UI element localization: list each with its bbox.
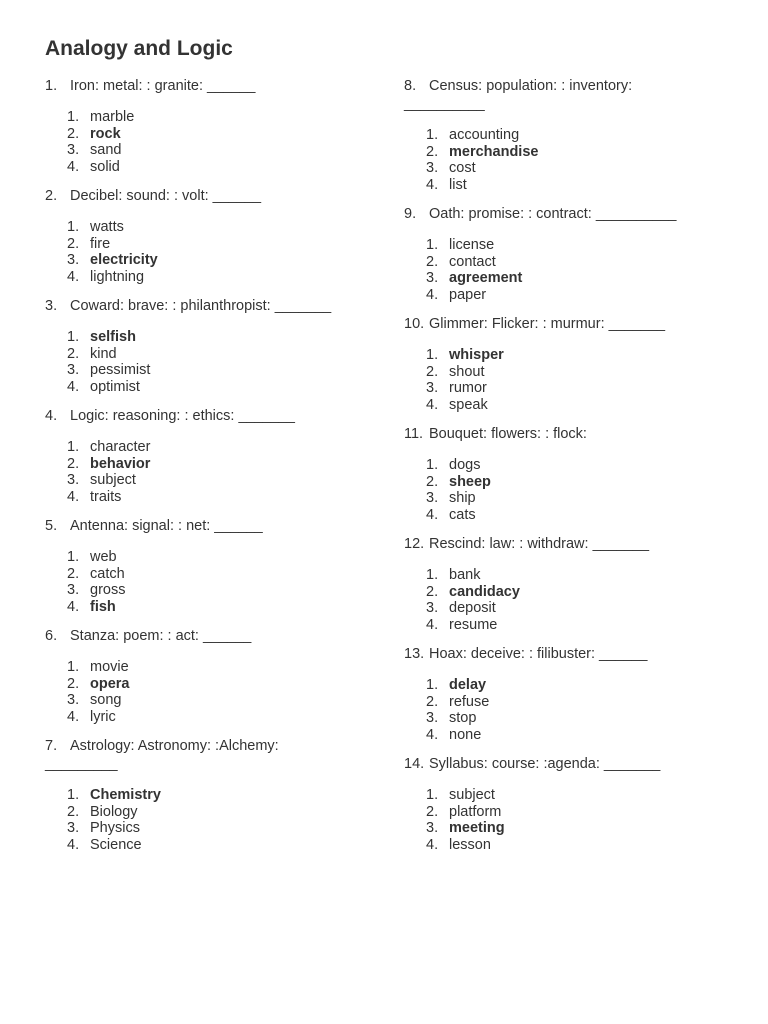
option-number: 4. <box>426 176 439 193</box>
question-text <box>404 425 704 443</box>
option-text: movie <box>90 659 129 675</box>
question-prompt: Astrology: Astronomy: :Alchemy: _________ <box>45 738 279 772</box>
option-text: Biology <box>90 803 138 820</box>
option-number: 1. <box>426 347 439 363</box>
answer-option <box>426 127 704 144</box>
left-column <box>45 77 345 865</box>
option-text: pessimist <box>90 362 151 378</box>
question-prompt: Rescind: law: : withdraw: _______ <box>429 536 650 552</box>
question-prompt: Oath: promise: : contract: __________ <box>429 206 677 222</box>
option-number: 3. <box>67 252 80 268</box>
answer-options <box>404 127 704 193</box>
question-number: 13. <box>404 646 425 662</box>
option-number: 1. <box>426 787 439 803</box>
answer-option <box>67 692 345 709</box>
question-number: 2. <box>45 188 58 204</box>
option-number: 1. <box>426 237 439 253</box>
question-text <box>404 535 704 553</box>
question-6 <box>45 627 345 725</box>
question-text <box>404 315 704 333</box>
option-text: platform <box>449 803 502 820</box>
option-text: refuse <box>449 693 490 710</box>
answer-option <box>426 380 704 397</box>
answer-option <box>67 236 345 253</box>
option-text: character <box>90 439 151 455</box>
question-1 <box>45 77 345 175</box>
question-text <box>404 645 704 663</box>
question-number: 9. <box>404 206 417 222</box>
answer-option <box>67 362 345 379</box>
question-4 <box>45 407 345 505</box>
question-prompt: Coward: brave: : philanthropist: _______ <box>70 298 332 314</box>
answer-options <box>404 347 704 413</box>
answer-option <box>67 219 345 236</box>
question-number: 7. <box>45 738 58 754</box>
option-number: 2. <box>426 143 439 160</box>
option-text: cats <box>449 506 476 523</box>
option-number: 2. <box>426 473 439 490</box>
option-number: 3. <box>426 160 439 176</box>
option-number: 2. <box>67 125 80 142</box>
question-2 <box>45 187 345 285</box>
answer-option <box>67 566 345 583</box>
question-number: 8. <box>404 78 417 94</box>
question-9 <box>404 205 704 303</box>
option-text: behavior <box>90 455 151 472</box>
question-text <box>45 517 345 535</box>
answer-option <box>67 837 345 854</box>
answer-options <box>404 457 704 523</box>
question-number: 11. <box>404 426 424 442</box>
option-text: solid <box>90 158 120 175</box>
question-text <box>404 77 704 113</box>
correct-answer-option <box>426 270 704 287</box>
option-text: kind <box>90 345 117 362</box>
option-text: dogs <box>449 457 481 473</box>
option-number: 4. <box>426 726 439 743</box>
option-number: 1. <box>426 567 439 583</box>
option-number: 3. <box>67 142 80 158</box>
question-number: 5. <box>45 518 58 534</box>
answer-option <box>426 710 704 727</box>
option-text: opera <box>90 675 130 692</box>
question-13 <box>404 645 704 743</box>
option-text: lesson <box>449 836 491 853</box>
option-number: 1. <box>67 219 80 235</box>
option-number: 3. <box>426 820 439 836</box>
option-number: 2. <box>67 345 80 362</box>
question-11 <box>404 425 704 523</box>
option-number: 2. <box>67 565 80 582</box>
correct-answer-option <box>67 329 345 346</box>
option-text: subject <box>90 472 136 488</box>
answer-options <box>45 219 345 285</box>
option-number: 4. <box>67 378 80 395</box>
answer-option <box>426 364 704 381</box>
answer-option <box>67 659 345 676</box>
right-column <box>404 77 704 865</box>
question-12 <box>404 535 704 633</box>
question-prompt: Logic: reasoning: : ethics: _______ <box>70 408 295 424</box>
option-text: Physics <box>90 820 140 836</box>
question-number: 14. <box>404 756 425 772</box>
correct-answer-option <box>67 787 345 804</box>
option-text: resume <box>449 616 498 633</box>
question-10 <box>404 315 704 413</box>
question-5 <box>45 517 345 615</box>
answer-options <box>45 659 345 725</box>
answer-option <box>67 489 345 506</box>
question-number: 1. <box>45 78 58 94</box>
option-text: paper <box>449 286 487 303</box>
option-number: 1. <box>426 677 439 693</box>
answer-option <box>426 237 704 254</box>
answer-option <box>67 379 345 396</box>
option-number: 4. <box>67 708 80 725</box>
answer-options <box>404 567 704 633</box>
option-number: 3. <box>426 270 439 286</box>
option-text: deposit <box>449 600 496 616</box>
option-text: ship <box>449 490 476 506</box>
answer-option <box>67 159 345 176</box>
question-text <box>404 755 704 773</box>
correct-answer-option <box>67 676 345 693</box>
question-prompt: Hoax: deceive: : filibuster: ______ <box>429 646 648 662</box>
answer-option <box>67 346 345 363</box>
answer-options <box>45 329 345 395</box>
question-text <box>404 205 704 223</box>
option-number: 4. <box>426 836 439 853</box>
answer-option <box>426 254 704 271</box>
answer-option <box>67 142 345 159</box>
option-number: 4. <box>67 598 80 615</box>
question-prompt: Census: population: : inventory: __________ <box>404 78 633 112</box>
answer-option <box>426 490 704 507</box>
correct-answer-option <box>426 820 704 837</box>
option-number: 1. <box>67 439 80 455</box>
option-text: cost <box>449 160 476 176</box>
answer-options <box>45 549 345 615</box>
option-number: 3. <box>426 600 439 616</box>
option-number: 4. <box>426 506 439 523</box>
option-number: 3. <box>67 472 80 488</box>
answer-option <box>426 177 704 194</box>
option-number: 3. <box>67 692 80 708</box>
answer-option <box>67 549 345 566</box>
correct-answer-option <box>67 456 345 473</box>
question-prompt: Iron: metal: : granite: ______ <box>70 78 256 94</box>
option-number: 2. <box>426 253 439 270</box>
option-text: lyric <box>90 708 116 725</box>
option-text: traits <box>90 488 122 505</box>
answer-option <box>67 109 345 126</box>
question-number: 4. <box>45 408 58 424</box>
option-number: 1. <box>426 457 439 473</box>
option-number: 4. <box>67 488 80 505</box>
option-text: subject <box>449 787 495 803</box>
option-text: rock <box>90 125 121 142</box>
option-number: 1. <box>67 549 80 565</box>
answer-options <box>404 237 704 303</box>
option-text: candidacy <box>449 583 520 600</box>
option-text: selfish <box>90 329 136 345</box>
option-text: bank <box>449 567 481 583</box>
option-text: fire <box>90 235 111 252</box>
option-text: agreement <box>449 270 523 286</box>
correct-answer-option <box>426 474 704 491</box>
option-text: none <box>449 726 482 743</box>
question-text <box>45 77 345 95</box>
option-text: merchandise <box>449 143 539 160</box>
option-text: delay <box>449 677 487 693</box>
option-text: song <box>90 692 122 708</box>
answer-option <box>67 804 345 821</box>
question-14 <box>404 755 704 853</box>
option-number: 2. <box>426 363 439 380</box>
answer-option <box>426 457 704 474</box>
answer-option <box>67 472 345 489</box>
option-text: shout <box>449 363 485 380</box>
correct-answer-option <box>67 252 345 269</box>
answer-option <box>67 820 345 837</box>
answer-option <box>426 837 704 854</box>
correct-answer-option <box>67 599 345 616</box>
question-text <box>45 737 345 773</box>
question-text <box>45 187 345 205</box>
option-number: 4. <box>67 158 80 175</box>
question-prompt: Syllabus: course: :agenda: _______ <box>429 756 661 772</box>
option-text: whisper <box>449 347 504 363</box>
answer-option <box>426 287 704 304</box>
option-text: license <box>449 237 495 253</box>
option-number: 3. <box>67 362 80 378</box>
correct-answer-option <box>67 126 345 143</box>
option-text: catch <box>90 565 125 582</box>
answer-option <box>426 160 704 177</box>
option-text: marble <box>90 109 135 125</box>
page-title: Analogy and Logic <box>45 37 233 60</box>
question-text <box>45 407 345 425</box>
option-number: 1. <box>67 329 80 345</box>
option-text: meeting <box>449 820 505 836</box>
answer-options <box>45 787 345 853</box>
answer-option <box>67 709 345 726</box>
option-text: speak <box>449 396 488 413</box>
answer-option <box>426 727 704 744</box>
option-text: electricity <box>90 252 158 268</box>
option-number: 2. <box>426 803 439 820</box>
question-prompt: Antenna: signal: : net: ______ <box>70 518 263 534</box>
question-number: 12. <box>404 536 425 552</box>
option-text: stop <box>449 710 477 726</box>
option-number: 3. <box>426 710 439 726</box>
correct-answer-option <box>426 144 704 161</box>
answer-options <box>404 677 704 743</box>
option-number: 1. <box>426 127 439 143</box>
option-text: optimist <box>90 378 140 395</box>
answer-options <box>45 109 345 175</box>
answer-options <box>404 787 704 853</box>
option-number: 3. <box>67 820 80 836</box>
option-text: Chemistry <box>90 787 161 803</box>
option-number: 2. <box>67 675 80 692</box>
correct-answer-option <box>426 584 704 601</box>
question-number: 6. <box>45 628 58 644</box>
option-text: web <box>90 549 117 565</box>
answer-option <box>426 787 704 804</box>
answer-option <box>67 269 345 286</box>
option-number: 1. <box>67 109 80 125</box>
answer-option <box>426 694 704 711</box>
option-number: 1. <box>67 787 80 803</box>
option-number: 4. <box>426 616 439 633</box>
question-3 <box>45 297 345 395</box>
answer-option <box>426 617 704 634</box>
question-text <box>45 627 345 645</box>
question-prompt: Glimmer: Flicker: : murmur: _______ <box>429 316 666 332</box>
option-text: watts <box>90 219 124 235</box>
question-prompt: Decibel: sound: : volt: ______ <box>70 188 262 204</box>
correct-answer-option <box>426 347 704 364</box>
option-number: 2. <box>67 803 80 820</box>
answer-option <box>67 582 345 599</box>
option-text: accounting <box>449 127 520 143</box>
option-number: 2. <box>67 235 80 252</box>
question-number: 3. <box>45 298 58 314</box>
correct-answer-option <box>426 677 704 694</box>
option-number: 3. <box>67 582 80 598</box>
option-number: 1. <box>67 659 80 675</box>
question-prompt: Bouquet: flowers: : flock: <box>429 426 587 442</box>
answer-option <box>426 567 704 584</box>
question-8 <box>404 77 704 193</box>
question-number: 10. <box>404 316 425 332</box>
answer-option <box>67 439 345 456</box>
option-text: sand <box>90 142 122 158</box>
option-number: 4. <box>67 268 80 285</box>
option-number: 3. <box>426 490 439 506</box>
option-number: 4. <box>426 396 439 413</box>
option-text: sheep <box>449 473 491 490</box>
answer-option <box>426 804 704 821</box>
option-number: 2. <box>67 455 80 472</box>
option-text: contact <box>449 253 496 270</box>
question-text <box>45 297 345 315</box>
answer-option <box>426 600 704 617</box>
answer-option <box>426 397 704 414</box>
option-text: rumor <box>449 380 487 396</box>
answer-options <box>45 439 345 505</box>
option-text: fish <box>90 598 116 615</box>
option-text: gross <box>90 582 126 598</box>
option-number: 4. <box>67 836 80 853</box>
answer-option <box>426 507 704 524</box>
option-number: 2. <box>426 583 439 600</box>
option-number: 2. <box>426 693 439 710</box>
option-number: 4. <box>426 286 439 303</box>
option-number: 3. <box>426 380 439 396</box>
question-prompt: Stanza: poem: : act: ______ <box>70 628 252 644</box>
question-7 <box>45 737 345 853</box>
option-text: lightning <box>90 268 145 285</box>
option-text: list <box>449 176 467 193</box>
option-text: Science <box>90 836 142 853</box>
